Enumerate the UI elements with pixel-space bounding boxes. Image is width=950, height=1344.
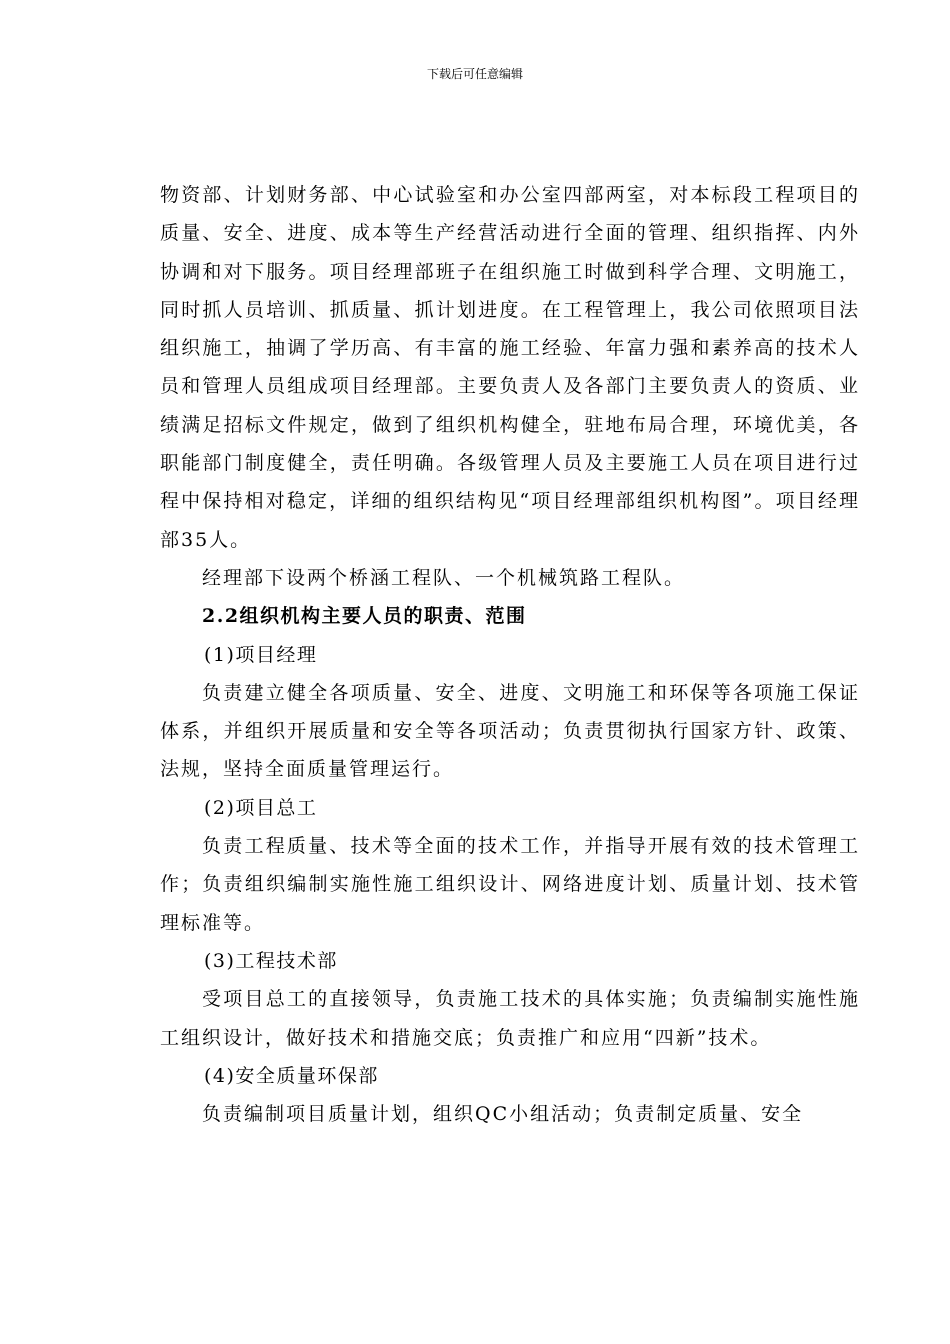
page-header: 下载后可任意编辑 (426, 67, 523, 81)
item-text-engineering-dept: 受项目总工的直接领导，负责施工技术的具体实施；负责编制实施性施工组织设计，做好技术和措施交底；负责推广和应用“四新”技术。 (160, 988, 860, 1049)
item-title-project-manager: (1)项目经理 (204, 643, 318, 666)
item-text-safety-quality-dept: 负责编制项目质量计划，组织QC小组活动；负责制定质量、安全 (202, 1103, 804, 1126)
item-text-project-manager: 负责建立健全各项质量、安全、进度、文明施工和环保等各项施工保证体系，并组织开展质量和安全等各项活动；负责贯彻执行国家方针、政策、法规，坚持全面质量管理运行。 (160, 681, 860, 781)
body-paragraph-2: 经理部下设两个桥涵工程队、一个机械筑路工程队。 (202, 566, 686, 589)
body-paragraph-1: 物资部、计划财务部、中心试验室和办公室四部两室，对本标段工程项目的质量、安全、进度、成本等生产经营活动进行全面的管理、组织指挥、内外协调和对下服务。项目经理部班子在组织施工时做到科学合理、文明施工，同时抓人员培训、抓质量、抓计划进度。在工程管理上，我公司依照项目法组织施工，抽调了学历高、有丰富的施工经验、年富力强和素养高的技术人员和管理人员组成项目经理部。主要负责人及各部门主要负责人的资质、业绩满足招标文件规定，做到了组织机构健全，驻地布局合理，环境优美，各职能部门制度健全，责任明确。各级管理人员及主要施工人员在项目进行过程中保持相对稳定，详细的组织结构见“项目经理部组织机构图”。项目经理部35人。 (160, 184, 860, 551)
item-title-engineering-dept: (3)工程技术部 (204, 949, 338, 972)
document-body (160, 176, 860, 1133)
item-text-chief-engineer: 负责工程质量、技术等全面的技术工作，并指导开展有效的技术管理工作；负责组织编制实施性施工组织设计、网络进度计划、质量计划、技术管理标准等。 (160, 835, 860, 934)
item-title-safety-quality-dept: (4)安全质量环保部 (204, 1064, 379, 1087)
item-title-chief-engineer: (2)项目总工 (204, 796, 318, 819)
section-heading: 2.2组织机构主要人员的职责、范围 (202, 605, 527, 628)
